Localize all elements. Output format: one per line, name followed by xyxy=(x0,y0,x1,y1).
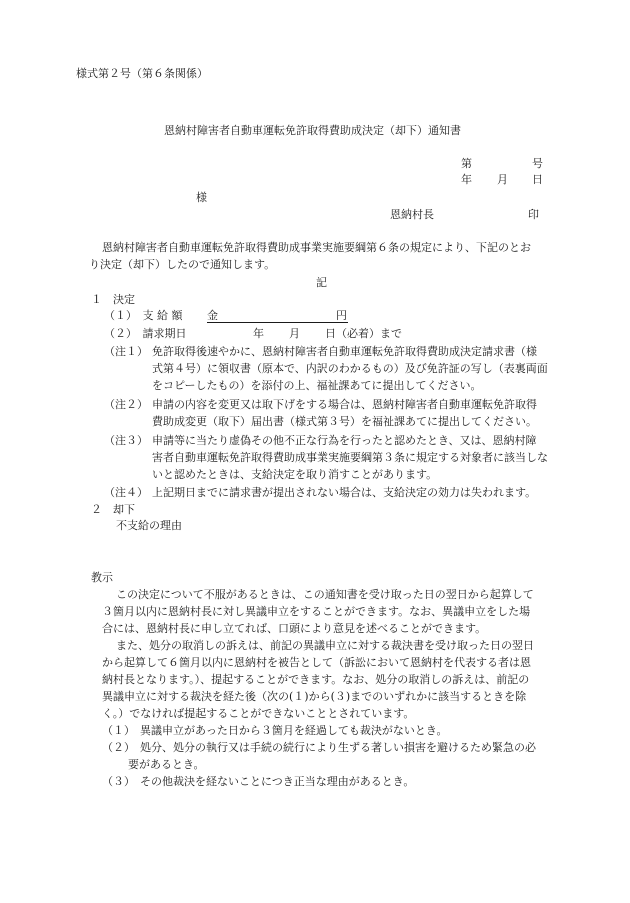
intro-line-1: 恩納村障害者自動車運転免許取得費助成事業実施要綱第６条の規定により、下記のとお xyxy=(102,241,531,254)
instruction-item-3-text: その他裁決を経ないことにつき正当な理由があるとき。 xyxy=(140,775,415,788)
instruction-p2-line-4: 異議申立に対する裁決を経た後（次の(１)から(３)までのいずれかに該当するときを除 xyxy=(102,690,527,703)
ki-heading: 記 xyxy=(316,276,327,289)
amount-label: （１） 支 給 額 xyxy=(104,309,183,322)
deadline-rest: 日（必着）まで xyxy=(325,327,402,340)
note-3-line-3: いと認めたときは、支給決定を取り消すことがあります。 xyxy=(152,468,438,481)
amount-unit: 円 xyxy=(336,309,347,322)
amount-prefix: 金 xyxy=(207,309,218,322)
instruction-p2-line-3: 納村長となります。）、提起することができます。なお、処分の取消しの訴えは、前記の xyxy=(102,673,530,686)
instruction-item-2-line-1: 処分、処分の執行又は手続の続行により生ずる著しい損害を避けるため緊急の必 xyxy=(140,741,536,754)
instruction-p2-line-2: から起算して６箇月以内に恩納村を被告として（訴訟において恩納村を代表する者は恩 xyxy=(102,656,531,669)
deadline-gatsu: 月 xyxy=(289,327,300,340)
note-3-line-1: 申請等に当たり虚偽その他不正な行為を行ったと認めたとき、又は、恩納村障 xyxy=(152,434,537,447)
note-2-line-1: 申請の内容を変更又は取下げをする場合は、恩納村障害者自動車運転免許取得 xyxy=(152,398,537,411)
instruction-item-1-mark: （１） xyxy=(102,724,135,737)
note-2-mark: （注２） xyxy=(104,398,148,411)
deadline-label: （２） 請求期日 xyxy=(104,327,187,340)
note-1-line-3: をコピーしたもの）を添付の上、福祉課あてに提出してください。 xyxy=(152,379,482,392)
rejection-heading: ２ 却下 xyxy=(91,503,135,516)
decision-heading: １ 決定 xyxy=(91,293,135,306)
instruction-p1-line-2: ３箇月以内に恩納村長に対し異議申立をすることができます。なお、異議申立をした場 xyxy=(102,605,531,618)
instruction-p1-line-3: 合には、恩納村長に申し立てれば、口頭により意見を述べることができます。 xyxy=(102,622,487,635)
instruction-p2-line-1: また、処分の取消しの訴えは、前記の異議申立に対する裁決書を受け取った日の翌日 xyxy=(116,639,534,652)
note-2-line-2: 費助成変更（取下）届出書（様式第３号）を福祉課あてに提出してください。 xyxy=(152,415,537,428)
instruction-heading: 教示 xyxy=(91,571,113,584)
deadline-nen: 年 xyxy=(253,327,264,340)
instruction-p2-line-5: く。）でなければ提起することができないこととされています。 xyxy=(102,707,415,720)
document-title: 恩納村障害者自動車運転免許取得費助成決定（却下）通知書 xyxy=(164,124,461,137)
form-label: 様式第２号（第６条関係） xyxy=(76,67,208,80)
instruction-item-2-line-2: 要があるとき。 xyxy=(128,758,205,771)
rejection-reason-label: 不支給の理由 xyxy=(116,519,182,532)
ref-dai: 第 xyxy=(461,157,472,170)
note-1-mark: （注１） xyxy=(104,345,148,358)
instruction-item-1-text: 異議申立があった日から３箇月を経過しても裁決がないとき。 xyxy=(140,724,448,737)
note-4-line-1: 上記期日までに請求書が提出されない場合は、支給決定の効力は失われます。 xyxy=(152,486,537,499)
issuer-name: 恩納村長 xyxy=(390,208,434,221)
note-3-line-2: 害者自動車運転免許取得費助成事業実施要綱第３条に規定する対象者に該当しな xyxy=(152,451,548,464)
ref-go: 号 xyxy=(532,157,543,170)
amount-field xyxy=(207,308,348,323)
date-gatsu: 月 xyxy=(497,173,508,186)
date-nen: 年 xyxy=(461,173,472,186)
intro-line-2: り決定（却下）したので通知します。 xyxy=(89,258,276,271)
addressee-sama: 様 xyxy=(196,191,207,204)
date-nichi: 日 xyxy=(532,173,543,186)
seal-mark: 印 xyxy=(528,208,539,221)
note-3-mark: （注３） xyxy=(104,434,148,447)
instruction-item-3-mark: （３） xyxy=(102,775,135,788)
note-4-mark: （注４） xyxy=(104,486,148,499)
instruction-p1-line-1: この決定について不服があるときは、この通知書を受け取った日の翌日から起算して xyxy=(116,588,534,601)
note-1-line-2: 式第４号）に領収書（原本で、内訳のわかるもの）及び免許証の写し（表裏両面 xyxy=(152,362,548,375)
note-1-line-1: 免許取得後速やかに、恩納村障害者自動車運転免許取得費助成決定請求書（様 xyxy=(152,345,537,358)
instruction-item-2-mark: （２） xyxy=(102,741,135,754)
